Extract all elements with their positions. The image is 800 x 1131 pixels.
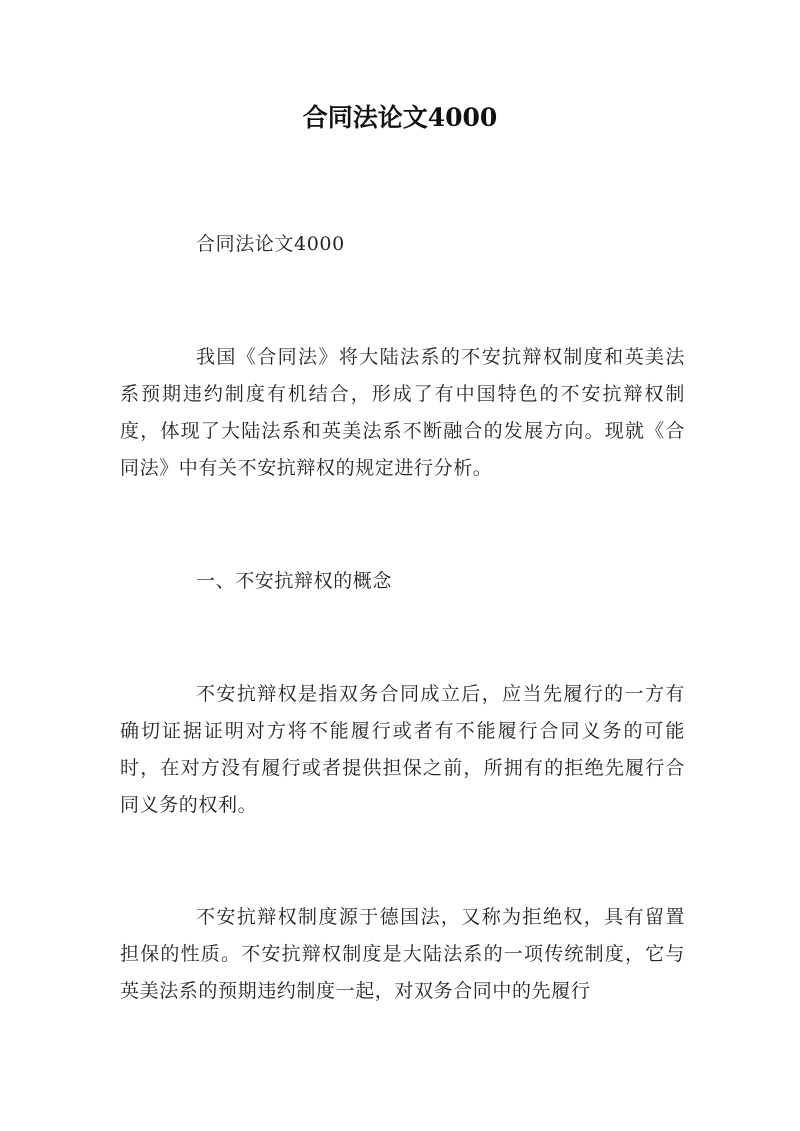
section-heading-concept: 一、不安抗辩权的概念 xyxy=(196,570,393,592)
paragraph-definition: 不安抗辩权是指双务合同成立后，应当先履行的一方有确切证据证明对方将不能履行或者有不能履行合同义务的可能时，在对方没有履行或者提供担保之前，所拥有的拒绝先履行合同义务的权利。 xyxy=(120,683,685,816)
paragraph-subtitle: 合同法论文4000 xyxy=(196,233,345,255)
document-title: 合同法论文4000 xyxy=(302,103,498,132)
paragraph-intro: 我国《合同法》将大陆法系的不安抗辩权制度和英美法系预期违约制度有机结合，形成了有中国特色的不安抗辩权制度，体现了大陆法系和英美法系不断融合的发展方向。现就《合同法》中有关不安抗辩权的规定进行分析。 xyxy=(120,346,685,479)
paragraph-origin: 不安抗辩权制度源于德国法，又称为拒绝权，具有留置担保的性质。不安抗辩权制度是大陆法系的一项传统制度，它与英美法系的预期违约制度一起，对双务合同中的先履行 xyxy=(120,906,685,1002)
